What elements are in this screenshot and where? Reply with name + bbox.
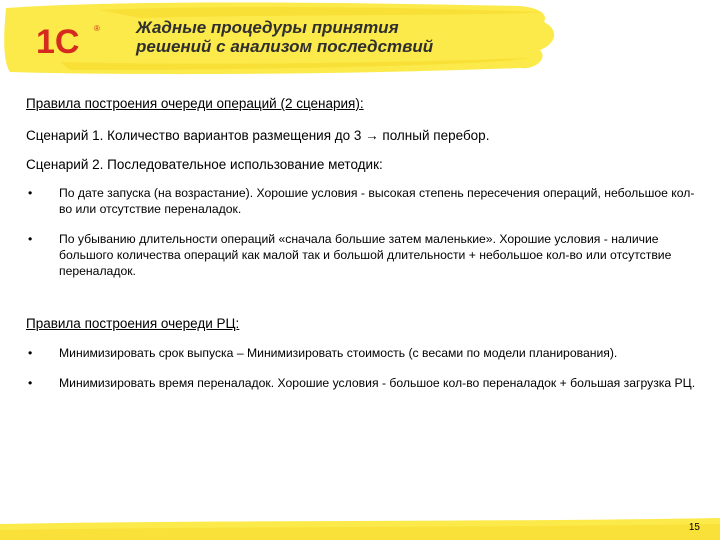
- yellow-bottom-strip: [0, 516, 720, 540]
- header-banner: [0, 0, 720, 78]
- section1-heading: Правила построения очереди операций (2 сценария):: [26, 96, 364, 111]
- scenario1-text: Сценарий 1. Количество вариантов размещения до 3 → полный перебор.: [26, 128, 490, 143]
- scenario2-text: Сценарий 2. Последовательное использование методик:: [26, 157, 383, 172]
- slide-content: [26, 95, 696, 391]
- list-item: [26, 231, 696, 279]
- bullet-icon: •: [28, 346, 33, 360]
- bullet-icon: •: [28, 186, 33, 200]
- slide-title-line2: решений с анализом последствий: [136, 37, 434, 56]
- list-item-text: По убыванию длительности операций «сначала большие затем маленькие». Хорошие условия - наличие большого количества операций как малой так и большой длительности + небольшое кол-во или отсутствие переналадок.: [59, 232, 672, 278]
- slide-title-line1: Жадные процедуры принятия: [136, 18, 399, 37]
- list-item-text: По дате запуска (на возрастание). Хорошие условия - высокая степень пересечения операций, небольшое кол-во или отсутствие переналадок.: [59, 186, 695, 216]
- 1c-logo: [36, 22, 106, 58]
- page-number: 15: [688, 522, 700, 533]
- registered-mark: ®: [94, 24, 100, 33]
- bullet-icon: •: [28, 232, 33, 246]
- slide-title: [136, 18, 556, 56]
- list-item: [26, 345, 696, 361]
- list-item-text: Минимизировать время переналадок. Хорошие условия - большое кол-во переналадок + большая загрузка РЦ.: [59, 376, 696, 390]
- section2-heading: Правила построения очереди РЦ:: [26, 316, 240, 331]
- list-item: [26, 375, 696, 391]
- bullet-icon: •: [28, 376, 33, 390]
- list-item: [26, 185, 696, 217]
- list-item-text: Минимизировать срок выпуска – Минимизировать стоимость (с весами по модели планирования).: [59, 346, 618, 360]
- logo-text: 1С: [36, 23, 80, 58]
